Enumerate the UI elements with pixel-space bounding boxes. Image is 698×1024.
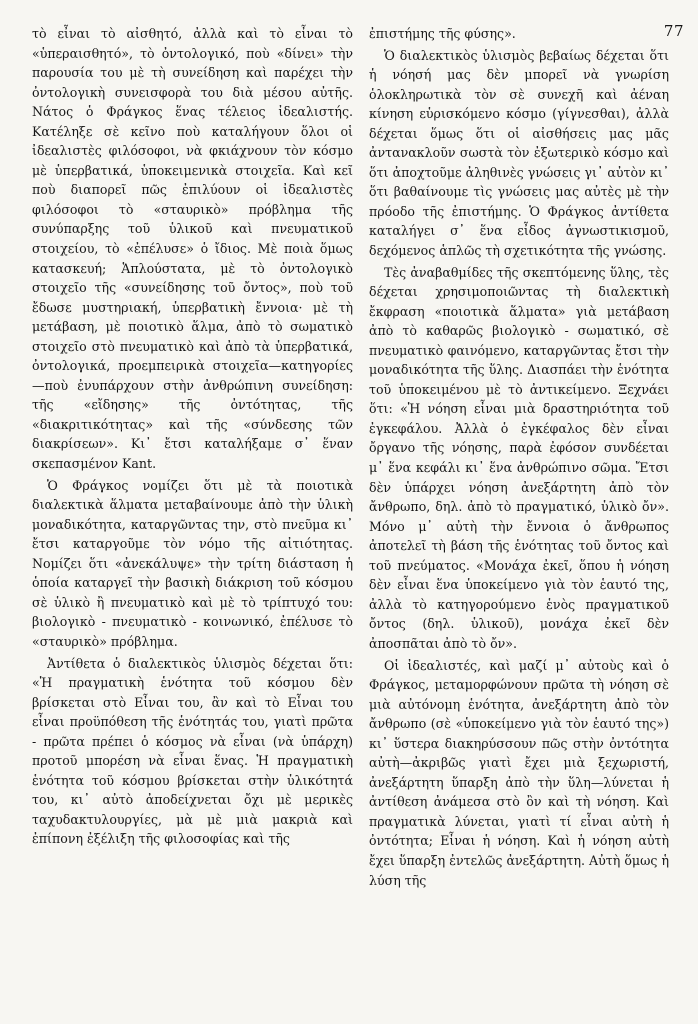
right-column <box>369 24 669 890</box>
paragraph: ἐπιστήμης τῆς φύσης». <box>369 26 516 41</box>
paragraph: Τὲς ἀναβαθμίδες τῆς σκεπτόμενης ὕλης, τὲς δέχεται χρησιμοποιῶντας τὴ διαλεκτικὴ ἔκφραση «ποιοτικὰ ἅλματα» γιὰ μετάβαση ἀπὸ τὸ καθαρῶς βιολογικὸ - σωματικό, σὲ πνευματικὸ φαινόμενο, καταργῶντας ἔτσι τὴν μοναδικότητα τῆς ὕλης. Διασπάει τὴν ἑνότητα τοῦ ὑποκειμένου μὲ τὸ ἀντικείμενο. Ξεχνάει ὅτι: «Ἡ νόηση εἶναι μιὰ δραστηριότητα τοῦ ἐγκεφάλου. Ἀλλὰ ὁ ἐγκέφαλος δὲν εἶναι ὄργανο τῆς νόησης, παρὰ ἐφόσον συνδέεται μ᾽ ἕνα κεφάλι κι᾽ ἕνα ἀνθρώπινο σῶμα. Ἔτσι δὲν ὑπάρχει νόηση ἀνεξάρτητη ἀπὸ τὸν ἄνθρωπο, δηλ. ἀπὸ τὸ πραγματικό, ὑλικὸ ὄν». Μόνο μ᾽ αὐτὴ τὴν ἔννοια ὁ ἄνθρωπος ἀποτελεῖ τὴ βάση τῆς ἑνότητας τοῦ ὄντος καὶ τοῦ πνεύματος. «Μονάχα ἐκεῖ, ὅπου ἡ νόηση δὲν εἶναι ἕνα ὑποκείμενο γιὰ τὸν ἑαυτό της, ἀλλὰ τὸ κατηγορούμενο ἑνὸς πραγματικοῦ ὄντος (δηλ. ὑλικοῦ), μονάχα ἐκεῖ δὲν ἀποσπᾶται ἀπὸ τὸ ὄν». <box>369 264 669 651</box>
page-number: 77 <box>663 22 684 40</box>
paragraph: Ἀντίθετα ὁ διαλεκτικὸς ὑλισμὸς δέχεται ὅτι: «Ἡ πραγματικὴ ἑνότητα τοῦ κόσμου δὲν βρίσκεται στὸ Εἶναι του, ἂν καὶ τὸ Εἶναι του εἶναι προϋπόθεση τῆς ἑνότητάς του, γιατὶ πρῶτα - πρῶτα πρέπει ὁ κόσμος νὰ εἶναι (νὰ ὑπάρχη) προτοῦ μπορέση νὰ εἶναι ἕνας. Ἡ πραγματικὴ ἑνότητα τοῦ κόσμου βρίσκεται στὴν ὑλικότητά του, κι᾽ αὐτὸ ἀποδείχνεται ὄχι μὲ μερικὲς ταχυδακτυλουργίες, μὰ μὲ μιὰ μακριὰ καὶ ἐπίπονη ἐξέλιξη τῆς φιλοσοφίας καὶ τῆς <box>32 655 353 847</box>
left-column <box>32 24 353 849</box>
paragraph: Ὁ διαλεκτικὸς ὑλισμὸς βεβαίως δέχεται ὅτι ἡ νόησή μας δὲν μπορεῖ νὰ γνωρίση ὁλοκληρωτικὰ τὸν σὲ συνεχῆ καὶ ἀέναη κίνηση εὑρισκόμενο κόσμο (γίγνεσθαι), ἀλλὰ δέχεται ὅμως ὅτι οἱ αἰσθήσεις μας μᾶς ἀντανακλοῦν σωστὰ τὸν ἐξωτερικὸ κόσμο καὶ ὅτι ἀποχτοῦμε ἀληθινὲς γνώσεις γι᾽ αὐτὸν κι᾽ ὅτι βαθαίνουμε τὶς γνώσεις μας αὐτὲς μὲ τὴν πρόοδο τῆς ἐπιστήμης. Ὁ Φράγκος ἀντίθετα καταλήγει σ᾽ ἕνα εἶδος ἀγνωστικισμοῦ, δεχόμενος ἁπλῶς τὴ σχετικότητα τῆς γνώσης. <box>369 47 669 259</box>
paragraph: Ὁ Φράγκος νομίζει ὅτι μὲ τὰ ποιοτικὰ διαλεκτικὰ ἅλματα μεταβαίνουμε ἀπὸ τὴν ὑλικὴ μοναδικότητα, καταργῶντας την, στὸ πνεῦμα κι᾽ ἔτσι καταργοῦμε τὸν νόμο τῆς αἰτιότητας. Νομίζει ὅτι «ἀνεκάλυψε» τὴν τρίτη διάσταση ἡ ὁποία καταργεῖ τὴν βασικὴ διάκριση τοῦ κόσμου σὲ ὑλικὸ ἢ πνευματικὸ καὶ μὲ τὸ τρίπτυχό του: βιολογικὸ - πνευματικὸ - κοινωνικό, ἐπέλυσε τὸ «σταυρικὸ» πρόβλημα. <box>32 477 353 649</box>
paragraph: τὸ εἶναι τὸ αἰσθητό, ἀλλὰ καὶ τὸ εἶναι τὸ «ὑπεραισθητό», τὸ ὀντολογικό, ποὺ «δίνει» τὴν παρουσία του μὲ τὴ συνείδηση καὶ παρέχει τὴν ὀντολογικὴ συνεισφορὰ του διὰ μέσου αὐτῆς. Νάτος ὁ Φράγκος ἕνας τέλειος ἰδεαλιστής. Κατέληξε σὲ κεῖνο ποὺ καταλήγουν ὅλοι οἱ ἰδεαλιστὲς φιλόσοφοι, νὰ φκιάχνουν τὸν κόσμο μὲ ὑπερβατικά, ὑποκειμενικὰ στοιχεῖα. Καὶ κεῖ ποὺ διαπορεῖ πῶς ἐπιλύουν οἱ ἰδεαλιστὲς φιλόσοφοι τὸ «σταυρικὸ» πρόβλημα τῆς συνύπαρξης τοῦ ὑλικοῦ καὶ πνευματικοῦ στοιχείου, τὸ «ἐπέλυσε» ὁ ἴδιος. Μὲ ποιὰ ὅμως κατασκευή; Ἁπλούστατα, μὲ τὸ ὀντολογικὸ στοιχεῖο τῆς «συνείδησης τοῦ ὄντος», ποὺ τοῦ ἔδωσε μυστηριακή, ὑπερβατικὴ ἔννοια· μὲ τὴ μετάβαση, μὲ ποιοτικὸ ἅλμα, ἀπὸ τὸ σωματικὸ στοιχεῖο στὸ πνευματικὸ καὶ ἀπὸ τὰ ὑπερβατικά, ὀντολογικά, προεμπειρικὰ στοιχεῖα—κατηγορίες —ποὺ ἐνυπάρχουν στὴν ἀνθρώπινη συνείδηση: τῆς «εἴδησης» τῆς ὀντότητας, τῆς «διακριτικότητας» καὶ τῆς «σύνδεσης τῶν διακρίσεων». Κι᾽ ἔτσι καταλήξαμε σ᾽ ἕναν σκεπασμένον Kant. <box>32 26 353 472</box>
paragraph: Οἱ ἰδεαλιστές, καὶ μαζί μ᾽ αὐτοὺς καὶ ὁ Φράγκος, μεταμορφώνουν πρῶτα τὴ νόηση σὲ μιὰ αὐτόνομη ἑνότητα, ἀνεξάρτητη ἀπὸ τὸν ἄνθρωπο (σὲ «ὑποκείμενο γιὰ τὸν ἑαυτό της») κι᾽ ὕστερα διακηρύσσουν πῶς στὴν ὀντότητα αὐτὴ—ἀκριβῶς γιατὶ ἔχει μιὰ ξεχωριστή, ἀνεξάρτητη ὕπαρξη ἀπὸ τὴν ὕλη—λύνεται ἡ ἀντίθεση ἀνάμεσα στὸ ὂν καὶ τὴ νόηση. Καὶ πραγματικὰ λύνεται, γιατὶ τί εἶναι αὐτὴ ἡ ὀντότητα; Εἶναι ἡ νόηση. Καὶ ἡ νόηση αὐτὴ ἔχει ὕπαρξη ἐντελῶς ἀνεξάρτητη. Αὐτὴ ὅμως ἡ λύση τῆς <box>369 657 669 888</box>
